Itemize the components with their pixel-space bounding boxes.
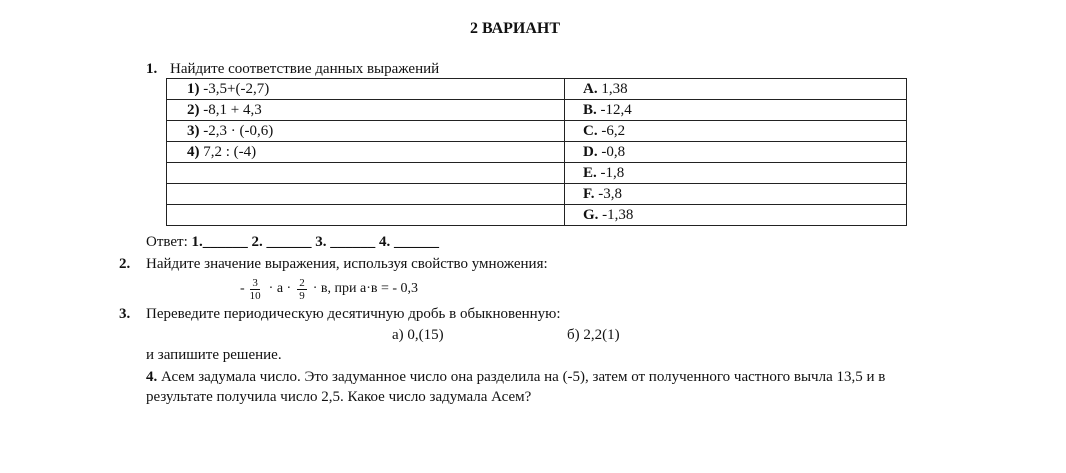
question-3-part-a: а) 0,(15) <box>392 327 444 343</box>
answer-blank-4: 4. ______ <box>379 234 440 250</box>
answer-option-cell: F. -3,8 <box>565 184 907 205</box>
question-1-text: Найдите соответствие данных выражений <box>170 61 440 77</box>
expression-cell <box>167 205 565 226</box>
math-expression <box>240 272 421 306</box>
expression-tail: · в, при а·в = - 0,3 <box>312 281 419 296</box>
question-3-part-b: б) 2,2(1) <box>567 327 620 343</box>
answer-option-cell: A. 1,38 <box>565 79 907 100</box>
answer-option-cell: G. -1,38 <box>565 205 907 226</box>
fraction-3-10: $\frac{3}{10}$ <box>249 276 261 302</box>
table-row <box>167 100 907 121</box>
expression-cell <box>167 184 565 205</box>
expression-cell: 2) -8,1 + 4,3 <box>167 100 565 121</box>
table-row <box>167 184 907 205</box>
answer-label: Ответ: <box>146 234 188 250</box>
expression-cell: 1) -3,5+(-2,7) <box>167 79 565 100</box>
page-title: 2 ВАРИАНТ <box>469 20 561 37</box>
question-2-text: Найдите значение выражения, используя свойство умножения: <box>146 256 548 272</box>
answer-option-cell: C. -6,2 <box>565 121 907 142</box>
expression-cell: 3) -2,3 · (-0,6) <box>167 121 565 142</box>
matching-table <box>166 78 907 226</box>
expression-cell: 4) 7,2 : (-4) <box>167 142 565 163</box>
answer-blank-1: 1.______ <box>191 234 248 250</box>
expression-middle: · а · <box>268 281 292 296</box>
answer-blank-2: 2. ______ <box>251 234 312 250</box>
answer-blank-3: 3. ______ <box>315 234 376 250</box>
answer-option-cell: B. -12,4 <box>565 100 907 121</box>
fraction-2-9: $\frac{2}{9}$ <box>299 276 305 302</box>
table-row <box>167 205 907 226</box>
minus-sign: - <box>240 281 245 296</box>
table-row <box>167 142 907 163</box>
question-4-text: Асем задумала число. Это задуманное число она разделила на (-5), затем от полученного частного вычла 13,5 и в результате получила число 2,5. Какое число задумала Асем? <box>146 369 886 405</box>
answer-option-cell: E. -1,8 <box>565 163 907 184</box>
question-1-number: 1. <box>146 61 158 77</box>
question-4 <box>146 367 906 407</box>
expression-cell <box>167 163 565 184</box>
answer-line <box>146 233 439 251</box>
table-row <box>167 79 907 100</box>
question-4-number: 4. <box>146 369 158 385</box>
question-3-instruction: и запишите решение. <box>146 347 282 363</box>
table-row <box>167 163 907 184</box>
question-3-number: 3. <box>119 306 131 322</box>
table-row <box>167 121 907 142</box>
answer-option-cell: D. -0,8 <box>565 142 907 163</box>
question-3-text: Переведите периодическую десятичную дробь в обыкновенную: <box>146 306 561 322</box>
question-2-number: 2. <box>119 256 131 272</box>
